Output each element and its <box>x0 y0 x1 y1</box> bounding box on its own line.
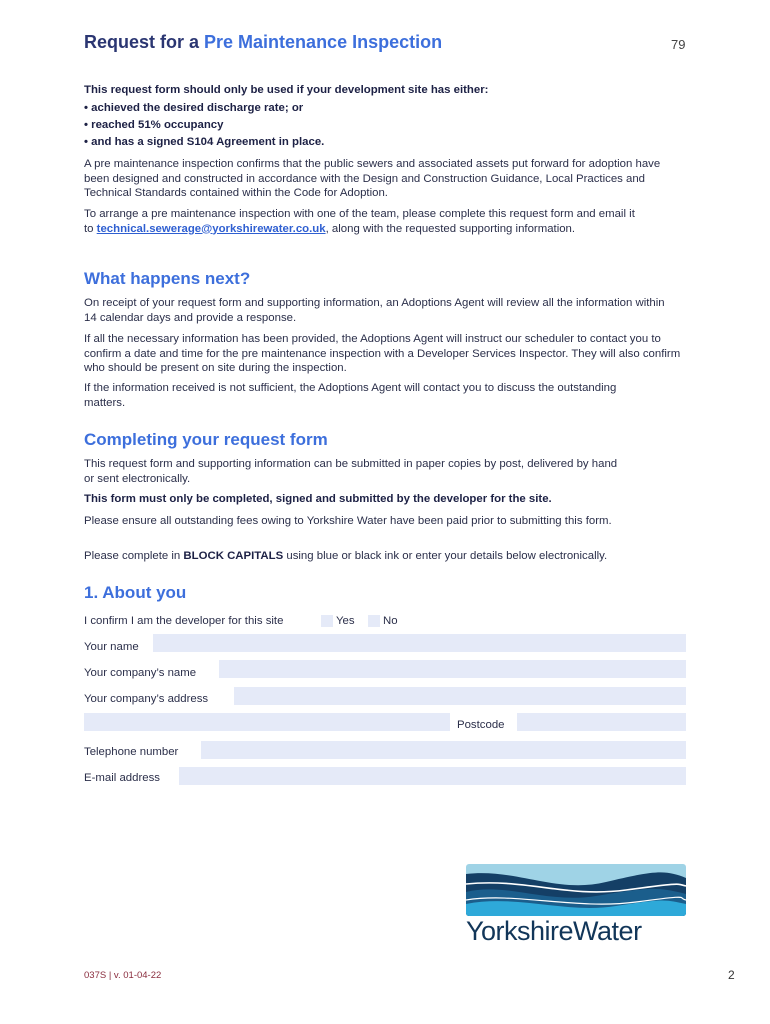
company-address-field[interactable] <box>234 687 686 705</box>
section-heading-about: 1. About you <box>84 583 187 602</box>
yorkshire-water-logo-icon <box>466 864 686 916</box>
confirm-developer-label: I confirm I am the developer for this site <box>84 615 284 627</box>
yes-label: Yes <box>336 615 355 627</box>
condition-item: • achieved the desired discharge rate; or <box>84 102 304 114</box>
telephone-label: Telephone number <box>84 746 179 758</box>
title-highlight: Pre Maintenance Inspection <box>204 32 443 52</box>
name-field[interactable] <box>153 634 686 652</box>
page-reference: 79 <box>671 37 686 52</box>
company-address-line2-field[interactable] <box>84 713 450 731</box>
condition-item: • and has a signed S104 Agreement in place. <box>84 136 325 148</box>
block-text-after: using blue or black ink or enter your details below electronically. <box>283 550 608 562</box>
title-prefix: Request for a <box>84 32 205 52</box>
email-link[interactable]: technical.sewerage@yorkshirewater.co.uk <box>96 222 326 235</box>
name-label: Your name <box>84 641 139 653</box>
page-title <box>84 32 442 53</box>
section-heading-next: What happens next? <box>84 269 251 288</box>
postcode-field[interactable] <box>517 713 686 731</box>
logo-wordmark: YorkshireWater <box>466 916 642 946</box>
completing-warning: This form must only be completed, signed and submitted by the developer for the site. <box>84 493 552 505</box>
next-paragraph: If all the necessary information has been provided, the Adoptions Agent will instruct our scheduler to contact you to confirm a date and time for the pre maintenance inspection with a Developer Services Inspector. They will also confirm who should be present on site during the inspection. <box>84 333 681 374</box>
intro-paragraph: A pre maintenance inspection confirms that the public sewers and associated assets put forward for adoption have been designed and constructed in accordance with the Design and Construction Guidance, Local Practices and Technical Standards contained within the Code for Adoption. <box>84 158 661 199</box>
email-address-field[interactable] <box>179 767 686 785</box>
next-paragraph: On receipt of your request form and supporting information, an Adoptions Agent will review all the information within 14 calendar days and provide a response. <box>84 297 665 324</box>
company-address-label: Your company’s address <box>84 693 209 705</box>
document-code: 037S | v. 01-04-22 <box>84 970 162 981</box>
contact-text-before: To arrange a pre maintenance inspection with one of the team, please complete this request form and email it to <box>84 208 635 235</box>
completing-paragraph: Please ensure all outstanding fees owing to Yorkshire Water have been paid prior to submitting this form. <box>84 515 612 527</box>
no-label: No <box>383 615 398 627</box>
condition-item: • reached 51% occupancy <box>84 119 224 131</box>
section-heading-completing: Completing your request form <box>84 430 328 449</box>
contact-text-after: , along with the requested supporting information. <box>325 222 576 235</box>
page-number: 2 <box>728 968 735 982</box>
block-text-before: Please complete in <box>84 550 184 562</box>
company-name-label: Your company’s name <box>84 667 197 679</box>
email-address-label: E-mail address <box>84 772 160 784</box>
yes-checkbox[interactable] <box>321 615 333 627</box>
completing-paragraph <box>84 549 694 564</box>
no-checkbox[interactable] <box>368 615 380 627</box>
conditions-heading: This request form should only be used if your development site has either: <box>84 84 489 96</box>
company-name-field[interactable] <box>219 660 686 678</box>
telephone-field[interactable] <box>201 741 686 759</box>
block-capitals: BLOCK CAPITALS <box>183 550 284 562</box>
next-paragraph: If the information received is not sufficient, the Adoptions Agent will contact you to discuss the outstanding matters. <box>84 382 617 409</box>
postcode-label: Postcode <box>457 719 505 731</box>
completing-paragraph: This request form and supporting information can be submitted in paper copies by post, delivered by hand or sent electronically. <box>84 458 618 485</box>
intro-contact-paragraph <box>84 207 644 236</box>
